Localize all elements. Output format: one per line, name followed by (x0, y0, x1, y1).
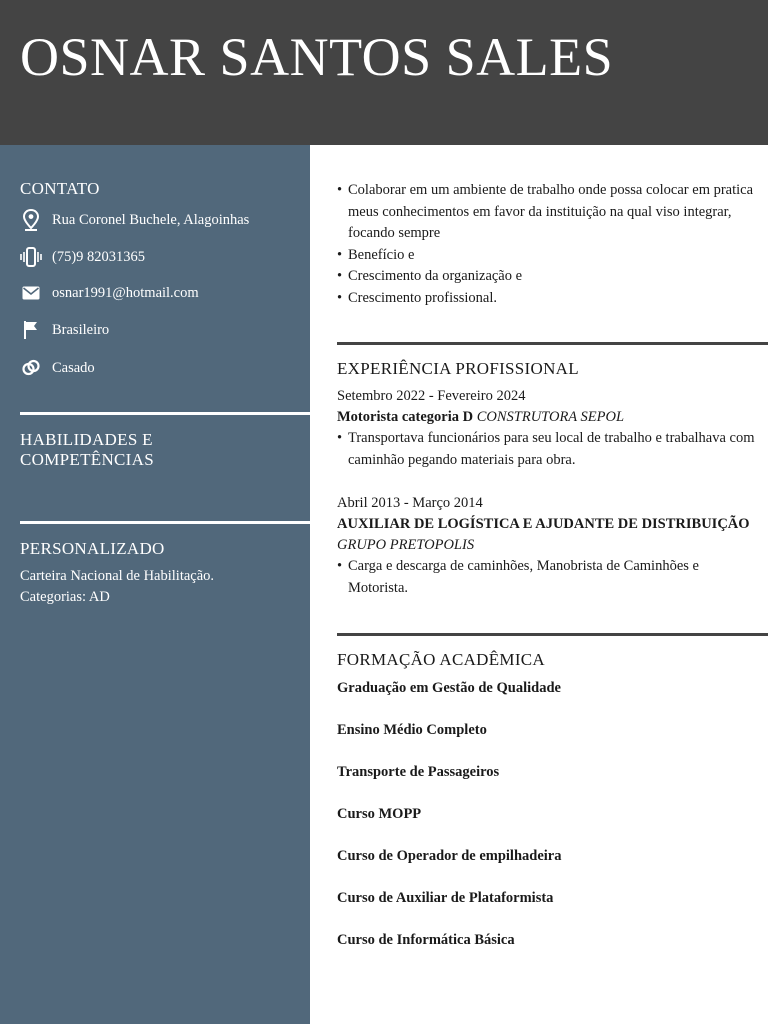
rings-icon (20, 357, 42, 379)
education-title: FORMAÇÃO ACADÊMICA (337, 650, 546, 669)
skills-title (20, 430, 154, 470)
contact-phone (20, 246, 145, 268)
nationality-text: Brasileiro (52, 322, 110, 338)
sidebar-divider (20, 412, 310, 415)
job-dates: Abril 2013 - Março 2014 (337, 495, 483, 511)
section-divider (337, 342, 768, 345)
resume-header (0, 0, 768, 145)
main-content (310, 145, 768, 1024)
job-bullet: • Transportava funcionários para seu local de trabalho e trabalhava com caminhão pegando materiais para obra. (337, 428, 762, 471)
job-bullets (337, 428, 762, 471)
sidebar (0, 145, 310, 1024)
job-bullets (337, 556, 762, 599)
objective-item: • Crescimento da organização e (337, 266, 762, 288)
education-item: Curso de Auxiliar de Plataformista (337, 890, 554, 906)
contact-title: CONTATO (20, 179, 100, 198)
skills-title-line-1: HABILIDADES E (20, 430, 153, 449)
custom-line-1: Carteira Nacional de Habilitação. (20, 568, 215, 584)
phone-vibrate-icon (20, 246, 42, 268)
contact-email (20, 282, 199, 304)
envelope-icon (20, 282, 42, 304)
objective-item: • Benefício e (337, 245, 762, 267)
flag-icon (20, 319, 42, 341)
sidebar-divider (20, 521, 310, 524)
education-item: Curso MOPP (337, 806, 422, 822)
job-company: GRUPO PRETOPOLIS (337, 537, 475, 553)
phone-text: (75)9 82031365 (52, 249, 146, 265)
candidate-name: OSNAR SANTOS SALES (20, 27, 614, 87)
education-item: Curso de Operador de empilhadeira (337, 848, 562, 864)
custom-line-2: Categorias: AD (20, 589, 110, 605)
contact-marital-status (20, 357, 95, 379)
email-text: osnar1991@hotmail.com (52, 285, 199, 301)
experience-title: EXPERIÊNCIA PROFISSIONAL (337, 359, 579, 378)
section-divider (337, 633, 768, 636)
job-bullet: • Carga e descarga de caminhões, Manobrista de Caminhões e Motorista. (337, 556, 762, 599)
job-dates: Setembro 2022 - Fevereiro 2024 (337, 388, 526, 404)
job-role: Motorista categoria D (337, 409, 474, 425)
job-role: AUXILIAR DE LOGÍSTICA E AJUDANTE DE DISTRIBUIÇÃO (337, 516, 750, 532)
contact-address (20, 209, 249, 231)
education-item: Ensino Médio Completo (337, 722, 487, 738)
contact-nationality (20, 319, 109, 341)
address-text: Rua Coronel Buchele, Alagoinhas (52, 212, 250, 228)
location-pin-icon (20, 209, 42, 231)
objective-list (337, 180, 762, 309)
marital-status-text: Casado (52, 360, 95, 376)
job-entry (337, 493, 762, 599)
job-company: CONSTRUTORA SEPOL (476, 409, 625, 425)
job-entry (337, 386, 762, 471)
education-item: Transporte de Passageiros (337, 764, 500, 780)
education-item: Graduação em Gestão de Qualidade (337, 680, 561, 696)
objective-item: • Colaborar em um ambiente de trabalho onde possa colocar em pratica meus conhecimentos em favor da instituição na qual viso integrar, focando sempre (337, 180, 762, 245)
custom-title: PERSONALIZADO (20, 539, 165, 558)
skills-title-line-2: COMPETÊNCIAS (20, 450, 154, 469)
education-item: Curso de Informática Básica (337, 932, 515, 948)
custom-text (20, 566, 214, 608)
objective-item: • Crescimento profissional. (337, 288, 762, 310)
